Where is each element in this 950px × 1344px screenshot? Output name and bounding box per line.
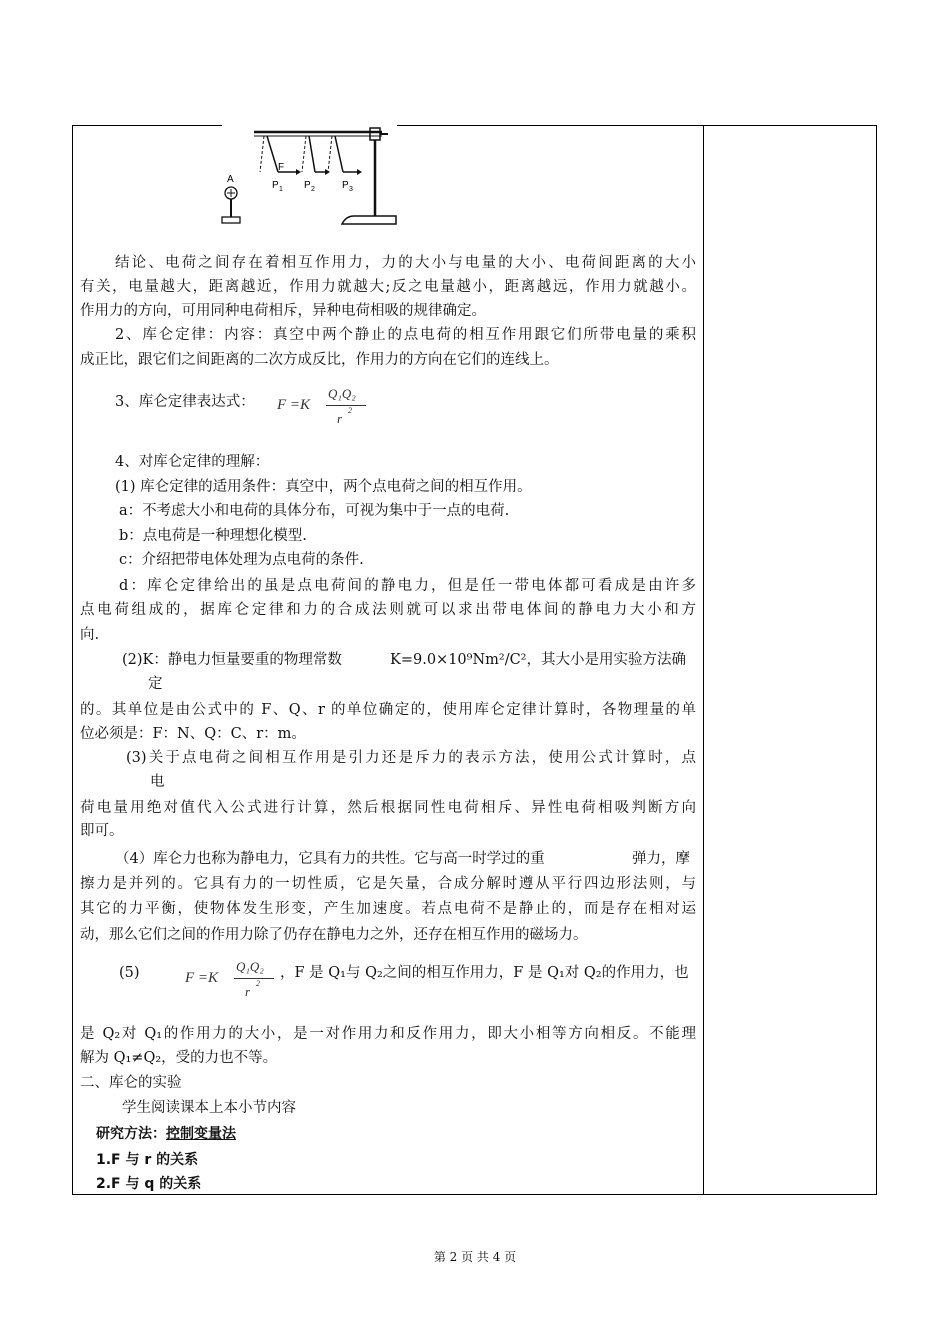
item-d-line-1: d：库仑定律给出的虽是点电荷间的静电力，但是任一带电体都可看成是由许多 (119, 578, 696, 594)
label-p3: P (342, 180, 349, 191)
sub-p2: 2 (311, 186, 315, 193)
conclusion-line-1: 结论、电荷之间存在着相互作用力，力的大小与电量的大小、电荷间距离的大小 (115, 255, 696, 271)
conclusion-line-3: 作用力的方向，可用同种电荷相斥，异种电荷相吸的规律确定。 (80, 303, 486, 319)
label-a: A (227, 174, 234, 185)
k-line-1c: 定 (148, 676, 163, 692)
item5-line-2: 是 Q₂对 Q₁的作用力的大小，是一对作用力和反作用力，即大小相等方向相反。不能理 (80, 1026, 696, 1042)
method-line (96, 1124, 236, 1144)
sign-line-1: (3)关于点电荷之间相互作用是引力还是斥力的表示方法，使用公式计算时，点 (126, 750, 696, 766)
k-line-1b: K=9.0×10⁹Nm²/C²，其大小是用实验方法确 (390, 652, 686, 668)
understanding-heading: 4、对库仑定律的理解： (115, 454, 270, 470)
force-line-4: 动，那么它们之间的作用力除了仍存在静电力之外，还存在相互作用的磁场力。 (80, 927, 588, 943)
coulomb-apparatus-figure (220, 124, 400, 230)
formula2-exponent: 2 (256, 979, 260, 988)
force-line-2: 擦力是并列的。它具有力的一切性质，它是矢量，合成分解时遵从平行四边形法则，与 (80, 876, 696, 892)
formula-exponent: 2 (348, 406, 352, 415)
sign-line-2: 荷电量用绝对值代入公式进行计算，然后根据同性电荷相斥、异性电荷相吸判断方向 (80, 800, 696, 816)
formula-numerator: Q₁Q₂ (328, 386, 356, 401)
item-a: a：不考虑大小和电荷的具体分布，可视为集中于一点的电荷. (119, 503, 510, 519)
formula2-numerator: Q₁Q₂ (236, 959, 264, 974)
sign-line-3: 即可。 (80, 823, 124, 839)
expression-label: 3、库仑定律表达式： (115, 394, 255, 410)
label-f: F (278, 162, 285, 173)
force-line-1a: （4）库仑力也称为静电力，它具有力的共性。它与高一时学过的重 (115, 851, 545, 867)
k-line-1a: (2)K：静电力恒量要重的物理常数 (122, 652, 342, 668)
method-label: 研究方法： (96, 1126, 166, 1142)
sign-line-1b: 电 (150, 774, 165, 790)
k-line-3: 位必须是：F：N、Q：C、r：m。 (80, 726, 306, 742)
item5-text: ，F 是 Q₁与 Q₂之间的相互作用力，F 是 Q₁对 Q₂的作用力，也 (280, 965, 689, 981)
force-line-1b: 弹力，摩 (632, 851, 690, 867)
section-2-heading: 二、库仑的实验 (80, 1075, 182, 1091)
fraction2-bar (234, 978, 274, 979)
label-p1: P (272, 180, 279, 191)
formula-denominator: r (337, 411, 343, 426)
formula2-denominator: r (245, 984, 251, 999)
item-d-line-3: 向. (80, 627, 100, 643)
coulomb-law-line-2: 成正比，跟它们之间距离的二次方成反比，作用力的方向在它们的连线上。 (80, 352, 559, 368)
page-footer: 第 2 页 共 4 页 (433, 1250, 517, 1264)
sub-p3: 3 (349, 186, 353, 193)
sub-p1: 1 (279, 186, 283, 193)
formula-lhs: F =K (277, 397, 311, 413)
item-2: 2.F 与 q 的关系 (96, 1176, 202, 1192)
coulomb-law-line-1: 2、库仑定律：内容：真空中两个静止的点电荷的相互作用跟它们所带电量的乘积 (115, 327, 696, 343)
method-value: 控制变量法 (166, 1126, 236, 1142)
condition-line: (1) 库仑定律的适用条件：真空中，两个点电荷之间的相互作用。 (115, 479, 532, 495)
item-b: b：点电荷是一种理想化模型. (119, 528, 307, 544)
fraction-bar (326, 405, 366, 406)
reading-line: 学生阅读课本上本小节内容 (122, 1100, 296, 1116)
force-line-3: 其它的力平衡，使物体发生形变，产生加速度。若点电荷不是静止的，而是存在相对运 (80, 901, 696, 917)
item5-label: (5) (119, 965, 140, 981)
label-p2: P (304, 180, 311, 191)
k-line-2: 的。其单位是由公式中的 F、Q、r 的单位确定的，使用库仑定律计算时，各物理量的单 (80, 702, 696, 718)
item5-line-3: 解为 Q₁≠Q₂，受的力也不等。 (80, 1050, 278, 1066)
item-d-line-2: 点电荷组成的，据库仑定律和力的合成法则就可以求出带电体间的静电力大小和方 (80, 602, 696, 618)
formula2-lhs: F =K (185, 970, 219, 986)
item-1: 1.F 与 r 的关系 (96, 1152, 199, 1168)
conclusion-line-2: 有关，电量越大，距离越近，作用力就越大;反之电量越小，距离越远，作用力就越小。 (80, 279, 696, 295)
item-c: c：介绍把带电体处理为点电荷的条件. (119, 552, 364, 568)
column-divider (703, 125, 704, 1195)
